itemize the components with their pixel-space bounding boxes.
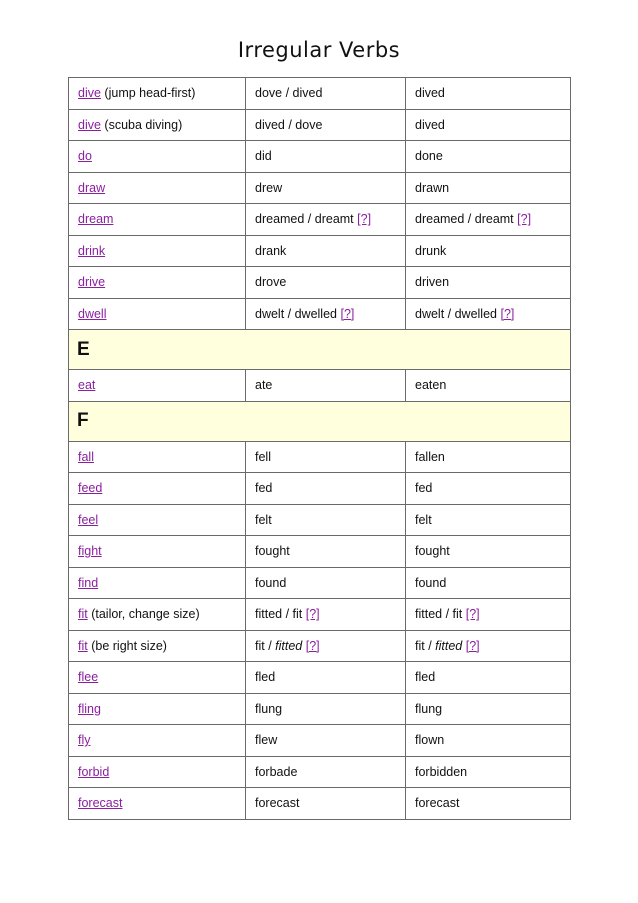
verb-link[interactable]: flee bbox=[78, 670, 99, 685]
past-participle-cell bbox=[406, 141, 571, 173]
section-letter: F bbox=[69, 401, 571, 441]
past-simple-cell bbox=[246, 298, 406, 330]
base-form-cell bbox=[69, 441, 246, 473]
base-form-cell bbox=[69, 141, 246, 173]
past-participle-cell bbox=[406, 370, 571, 402]
verb-note: (tailor, change size) bbox=[91, 607, 200, 622]
verb-link[interactable]: do bbox=[78, 149, 92, 164]
verb-link[interactable]: fly bbox=[78, 733, 91, 748]
past-participle-text: drunk bbox=[415, 243, 447, 258]
past-simple-text: felt bbox=[255, 512, 272, 527]
past-simple-cell bbox=[246, 567, 406, 599]
past-participle-text: fitted / fit bbox=[415, 607, 463, 622]
past-participle-text: driven bbox=[415, 275, 450, 290]
verb-link[interactable]: find bbox=[78, 575, 99, 590]
past-simple-cell bbox=[246, 204, 406, 236]
base-form-cell bbox=[69, 536, 246, 568]
past-participle-cell bbox=[406, 172, 571, 204]
past-simple-text: forbade bbox=[255, 764, 298, 779]
past-simple-text: drew bbox=[255, 180, 283, 195]
verb-note: (scuba diving) bbox=[104, 117, 183, 132]
table-row bbox=[69, 599, 571, 631]
pronunciation-link[interactable]: [?] bbox=[340, 306, 355, 321]
table-row bbox=[69, 109, 571, 141]
past-participle-cell bbox=[406, 788, 571, 820]
section-row bbox=[69, 330, 571, 370]
past-simple-cell bbox=[246, 141, 406, 173]
table-row bbox=[69, 267, 571, 299]
past-participle-cell bbox=[406, 536, 571, 568]
past-participle-cell bbox=[406, 267, 571, 299]
past-participle-text: fallen bbox=[415, 449, 445, 464]
base-form-cell bbox=[69, 725, 246, 757]
past-simple-cell bbox=[246, 788, 406, 820]
base-form-cell bbox=[69, 109, 246, 141]
section-letter: E bbox=[69, 330, 571, 370]
table-row bbox=[69, 298, 571, 330]
verb-link[interactable]: drink bbox=[78, 243, 106, 258]
page-title: Irregular Verbs bbox=[237, 38, 401, 62]
verb-link[interactable]: forecast bbox=[78, 796, 123, 811]
table-row bbox=[69, 235, 571, 267]
verb-link[interactable]: dive bbox=[78, 86, 101, 101]
past-participle-text: forecast bbox=[415, 796, 460, 811]
past-participle-text: fit / bbox=[415, 638, 432, 653]
base-form-cell bbox=[69, 567, 246, 599]
past-participle-text: flown bbox=[415, 733, 445, 748]
table-row bbox=[69, 504, 571, 536]
past-participle-text: fled bbox=[415, 670, 436, 685]
past-participle-text: forbidden bbox=[415, 764, 468, 779]
verb-link[interactable]: forbid bbox=[78, 764, 110, 779]
verb-link[interactable]: fling bbox=[78, 701, 101, 716]
past-simple-cell bbox=[246, 504, 406, 536]
table-row bbox=[69, 473, 571, 505]
verb-link[interactable]: eat bbox=[78, 378, 96, 393]
table-row bbox=[69, 370, 571, 402]
past-participle-cell bbox=[406, 441, 571, 473]
base-form-cell bbox=[69, 473, 246, 505]
table-row bbox=[69, 441, 571, 473]
past-simple-text: flung bbox=[255, 701, 283, 716]
past-simple-cell bbox=[246, 756, 406, 788]
base-form-cell bbox=[69, 78, 246, 110]
verb-link[interactable]: fit bbox=[78, 607, 88, 622]
past-simple-cell bbox=[246, 725, 406, 757]
pronunciation-link[interactable]: [?] bbox=[465, 638, 480, 653]
past-participle-cell bbox=[406, 204, 571, 236]
verb-link[interactable]: dive bbox=[78, 117, 101, 132]
verb-link[interactable]: feel bbox=[78, 512, 99, 527]
table-row bbox=[69, 78, 571, 110]
past-simple-text: fell bbox=[255, 449, 271, 464]
table-row bbox=[69, 630, 571, 662]
section-row bbox=[69, 401, 571, 441]
past-participle-cell bbox=[406, 693, 571, 725]
past-simple-cell bbox=[246, 599, 406, 631]
past-participle-cell bbox=[406, 78, 571, 110]
past-participle-text: fought bbox=[415, 544, 450, 559]
past-simple-text: fitted / fit bbox=[255, 607, 303, 622]
pronunciation-link[interactable]: [?] bbox=[517, 212, 532, 227]
past-participle-text: flung bbox=[415, 701, 443, 716]
past-participle-text: drawn bbox=[415, 180, 450, 195]
past-participle-text: dived bbox=[415, 86, 445, 101]
base-form-cell bbox=[69, 662, 246, 694]
table-row bbox=[69, 693, 571, 725]
past-simple-cell bbox=[246, 693, 406, 725]
past-simple-text: drove bbox=[255, 275, 287, 290]
base-form-cell bbox=[69, 298, 246, 330]
pronunciation-link[interactable]: [?] bbox=[465, 607, 480, 622]
past-simple-text: dove / dived bbox=[255, 86, 323, 101]
past-participle-cell bbox=[406, 599, 571, 631]
base-form-cell bbox=[69, 172, 246, 204]
past-simple-cell bbox=[246, 235, 406, 267]
pronunciation-link[interactable]: [?] bbox=[305, 638, 320, 653]
past-simple-cell bbox=[246, 78, 406, 110]
base-form-cell bbox=[69, 693, 246, 725]
base-form-cell bbox=[69, 630, 246, 662]
past-simple-cell bbox=[246, 441, 406, 473]
base-form-cell bbox=[69, 788, 246, 820]
verb-table bbox=[68, 77, 571, 820]
past-participle-cell bbox=[406, 662, 571, 694]
past-simple-text: dreamed / dreamt bbox=[255, 212, 354, 227]
table-row bbox=[69, 536, 571, 568]
pronunciation-link[interactable]: [?] bbox=[357, 212, 372, 227]
past-participle-text: felt bbox=[415, 512, 432, 527]
past-simple-text: drank bbox=[255, 243, 287, 258]
past-participle-cell bbox=[406, 109, 571, 141]
past-participle-text: found bbox=[415, 575, 447, 590]
table-row bbox=[69, 204, 571, 236]
verb-link[interactable]: draw bbox=[78, 180, 106, 195]
past-participle-text: eaten bbox=[415, 378, 447, 393]
past-simple-cell bbox=[246, 630, 406, 662]
table-row bbox=[69, 141, 571, 173]
past-participle-italic-text: fitted bbox=[435, 638, 463, 653]
table-row bbox=[69, 567, 571, 599]
past-simple-text: dwelt / dwelled bbox=[255, 306, 337, 321]
past-participle-cell bbox=[406, 630, 571, 662]
base-form-cell bbox=[69, 756, 246, 788]
base-form-cell bbox=[69, 370, 246, 402]
verb-link[interactable]: fight bbox=[78, 544, 102, 559]
table-row bbox=[69, 725, 571, 757]
past-simple-text: ate bbox=[255, 378, 273, 393]
past-participle-cell bbox=[406, 473, 571, 505]
table-row bbox=[69, 172, 571, 204]
past-simple-cell bbox=[246, 267, 406, 299]
pronunciation-link[interactable]: [?] bbox=[305, 607, 320, 622]
past-participle-cell bbox=[406, 504, 571, 536]
pronunciation-link[interactable]: [?] bbox=[500, 306, 515, 321]
table-row bbox=[69, 756, 571, 788]
verb-table-body bbox=[69, 78, 571, 820]
past-participle-cell bbox=[406, 567, 571, 599]
past-simple-text: fed bbox=[255, 481, 273, 496]
past-participle-text: dwelt / dwelled bbox=[415, 306, 497, 321]
base-form-cell bbox=[69, 235, 246, 267]
verb-note: (jump head-first) bbox=[104, 86, 196, 101]
past-participle-cell bbox=[406, 725, 571, 757]
table-row bbox=[69, 662, 571, 694]
base-form-cell bbox=[69, 204, 246, 236]
base-form-cell bbox=[69, 267, 246, 299]
past-simple-text: fought bbox=[255, 544, 290, 559]
past-simple-cell bbox=[246, 370, 406, 402]
past-simple-italic-text: fitted bbox=[275, 638, 303, 653]
past-simple-cell bbox=[246, 662, 406, 694]
verb-link[interactable]: fit bbox=[78, 638, 88, 653]
verb-link[interactable]: feed bbox=[78, 481, 103, 496]
verb-link[interactable]: dwell bbox=[78, 306, 107, 321]
past-participle-text: fed bbox=[415, 481, 433, 496]
past-participle-cell bbox=[406, 756, 571, 788]
past-simple-cell bbox=[246, 109, 406, 141]
past-simple-text: flew bbox=[255, 733, 278, 748]
table-row bbox=[69, 788, 571, 820]
verb-link[interactable]: dream bbox=[78, 212, 114, 227]
past-participle-text: dived bbox=[415, 117, 445, 132]
base-form-cell bbox=[69, 599, 246, 631]
past-participle-text: dreamed / dreamt bbox=[415, 212, 514, 227]
past-simple-text: fled bbox=[255, 670, 276, 685]
verb-link[interactable]: drive bbox=[78, 275, 106, 290]
verb-link[interactable]: fall bbox=[78, 449, 94, 464]
past-simple-text: fit / bbox=[255, 638, 272, 653]
past-simple-text: dived / dove bbox=[255, 117, 323, 132]
verb-note: (be right size) bbox=[91, 638, 167, 653]
past-participle-cell bbox=[406, 298, 571, 330]
past-simple-cell bbox=[246, 172, 406, 204]
past-simple-cell bbox=[246, 473, 406, 505]
past-simple-text: did bbox=[255, 149, 272, 164]
past-simple-text: found bbox=[255, 575, 287, 590]
base-form-cell bbox=[69, 504, 246, 536]
past-simple-text: forecast bbox=[255, 796, 300, 811]
past-participle-cell bbox=[406, 235, 571, 267]
past-simple-cell bbox=[246, 536, 406, 568]
past-participle-text: done bbox=[415, 149, 443, 164]
